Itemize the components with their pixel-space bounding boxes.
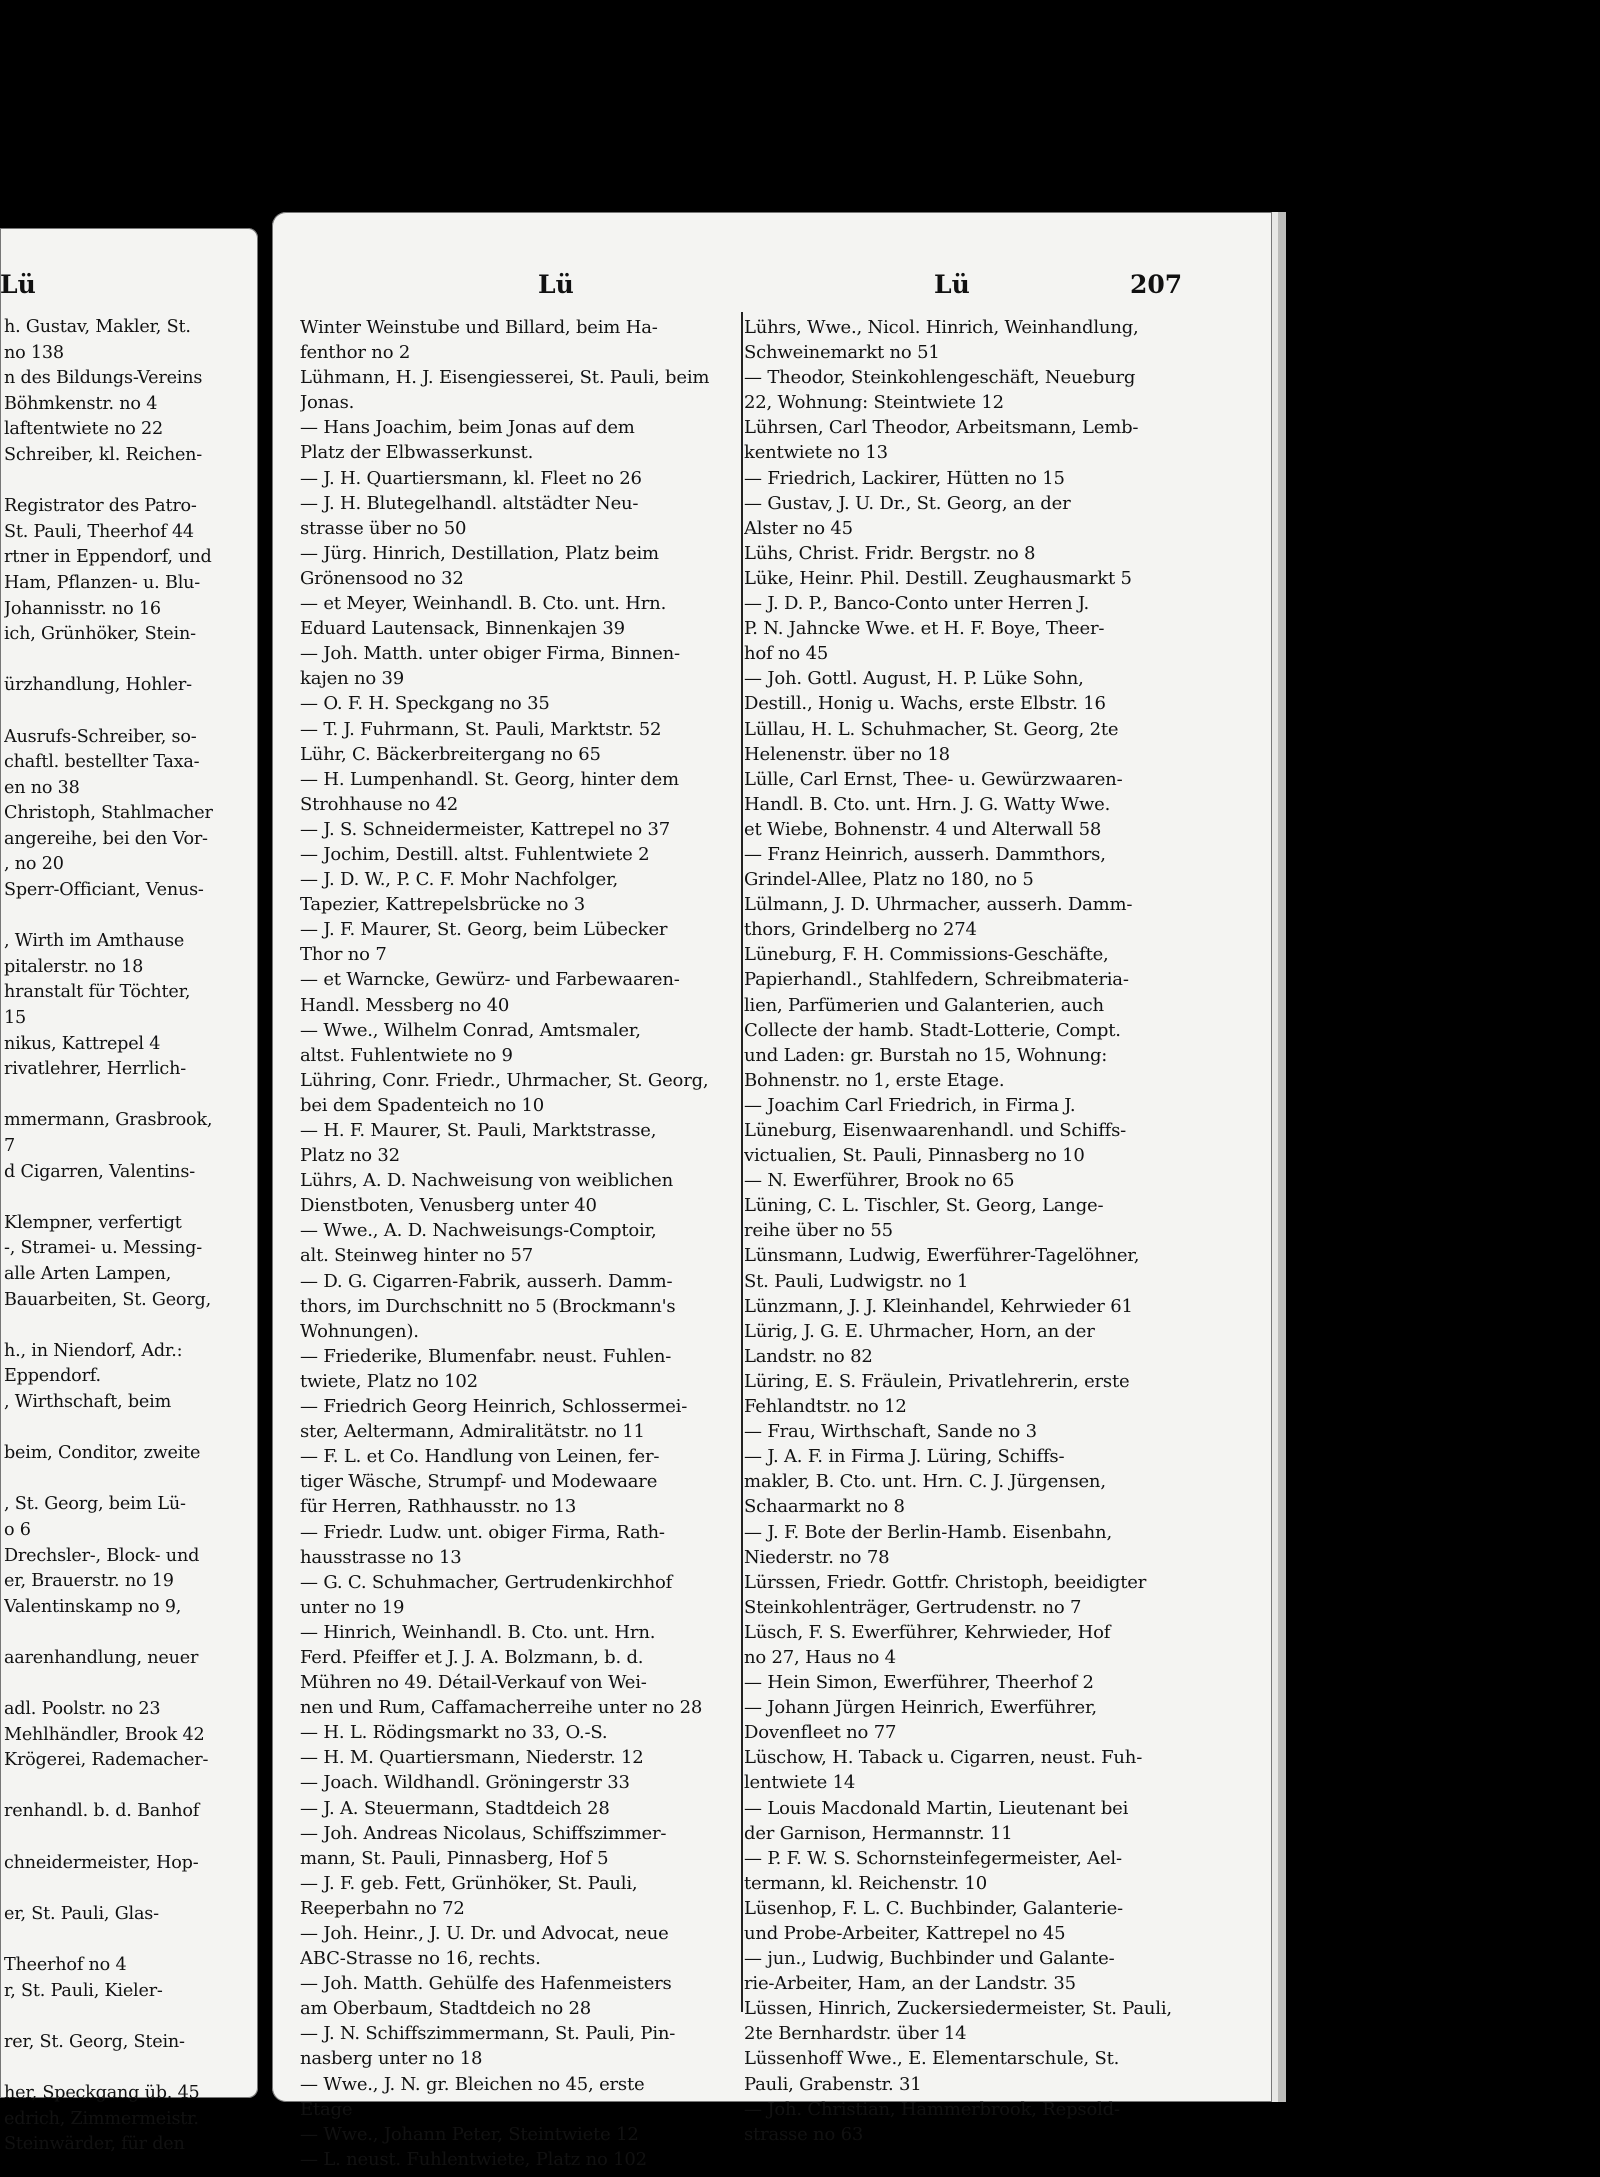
- entry-line: victualien, St. Pauli, Pinnasberg no 10: [744, 1145, 1085, 1167]
- entry-line: Registrator des Patro-: [4, 496, 197, 517]
- entry-line: Lürssen, Friedr. Gottfr. Christoph, beeidigter: [744, 1571, 1147, 1593]
- entry-line: tiger Wäsche, Strumpf- und Modewaare: [300, 1471, 658, 1493]
- entry-line: — J. F. Bote der Berlin-Hamb. Eisenbahn,: [744, 1521, 1112, 1543]
- entry-line: Lührs, Wwe., Nicol. Hinrich, Weinhandlung,: [744, 317, 1139, 338]
- entry-line: Thor no 7: [300, 944, 387, 966]
- entry-line: — F. L. et Co. Handlung von Leinen, fer-: [300, 1446, 660, 1468]
- entry-line: Schreiber, kl. Reichen-: [4, 444, 203, 465]
- book-gutter: [258, 220, 272, 2110]
- entry-line: rivatlehrer, Herrlich-: [4, 1059, 186, 1080]
- entry-line: Lüneburg, F. H. Commissions-Geschäfte,: [744, 944, 1109, 966]
- entry-line: und Probe-Arbeiter, Kattrepel no 45: [744, 1923, 1066, 1944]
- entry-line: Lürig, J. G. E. Uhrmacher, Horn, an der: [744, 1320, 1095, 1342]
- entry-line: — et Warncke, Gewürz- und Farbewaaren-: [300, 969, 680, 991]
- entry-line: Grönensood no 32: [300, 567, 464, 589]
- entry-line: — H. F. Maurer, St. Pauli, Marktstrasse,: [300, 1120, 657, 1141]
- entry-line: nen und Rum, Caffamacherreihe unter no 28: [300, 1697, 703, 1719]
- entry-line: — J. H. Quartiersmann, kl. Fleet no 26: [300, 467, 642, 489]
- entry-line: Lüning, C. L. Tischler, St. Georg, Lange-: [744, 1195, 1104, 1217]
- entry-line: h. Gustav, Makler, St.: [4, 317, 191, 337]
- entry-line: Eduard Lautensack, Binnenkajen 39: [300, 618, 625, 640]
- entry-line: — Jochim, Destill. altst. Fuhlentwiete 2: [300, 843, 650, 865]
- entry-line: hranstalt für Töchter,: [4, 982, 191, 1003]
- entry-line: Lüssen, Hinrich, Zuckersiedermeister, St. Pauli,: [744, 1998, 1172, 2020]
- entry-line: Handl. B. Cto. unt. Hrn. J. G. Watty Wwe.: [744, 793, 1111, 815]
- entry-line: — J. A. Steuermann, Stadtdeich 28: [300, 1797, 610, 1819]
- entry-line: Lülmann, J. D. Uhrmacher, ausserh. Damm-: [744, 894, 1133, 916]
- entry-line: — H. L. Rödingsmarkt no 33, O.-S.: [300, 1722, 608, 1744]
- entry-line: [4, 1313, 254, 1339]
- entry-line: her, Speckgang üb. 45: [4, 2082, 200, 2103]
- entry-line: er, St. Pauli, Glas-: [4, 1903, 159, 1924]
- entry-line: Lünsmann, Ludwig, Ewerführer-Tagelöhner,: [744, 1245, 1140, 1267]
- entry-line: Sperr-Officiant, Venus-: [4, 880, 204, 901]
- entry-line: — Joachim Carl Friedrich, in Firma J.: [744, 1094, 1076, 1116]
- entry-line: [4, 1185, 254, 1211]
- entry-line: Schaarmarkt no 8: [744, 1496, 905, 1518]
- entry-line: [4, 2004, 254, 2030]
- entry-line: strasse über no 50: [300, 517, 467, 539]
- entry-line: Lüschow, H. Taback u. Cigarren, neust. Fuh-: [744, 1747, 1143, 1769]
- entry-line: Platz der Elbwasserkunst.: [300, 442, 534, 464]
- entry-line: — P. F. W. S. Schornsteinfegermeister, Ael-: [744, 1847, 1122, 1869]
- entry-line: Handl. Messberg no 40: [300, 994, 510, 1016]
- entry-line: n des Bildungs-Vereins: [4, 368, 203, 389]
- entry-line: [4, 1825, 254, 1851]
- entry-line: Ferd. Pfeiffer et J. J. A. Bolzmann, b. d.: [300, 1646, 644, 1668]
- entry-line: der Garnison, Hermannstr. 11: [744, 1822, 1013, 1844]
- entry-line: für Herren, Rathhausstr. no 13: [300, 1496, 577, 1518]
- entry-line: — Joh. Gottl. August, H. P. Lüke Sohn,: [744, 668, 1084, 690]
- entry-line: kentwiete no 13: [744, 442, 888, 464]
- entry-line: Lüring, E. S. Fräulein, Privatlehrerin, erste: [744, 1370, 1130, 1392]
- entry-line: 2te Bernhardstr. über 14: [744, 2023, 967, 2045]
- entry-line: [4, 904, 254, 930]
- entry-line: reihe über no 55: [744, 1220, 893, 1242]
- entry-line: Dienstboten, Venusberg unter 40: [300, 1195, 597, 1217]
- entry-line: und Laden: gr. Burstah no 15, Wohnung:: [744, 1044, 1108, 1066]
- page-edge-b: [1278, 212, 1286, 2102]
- entry-line: Destill., Honig u. Wachs, erste Elbstr. 16: [744, 693, 1106, 715]
- entry-line: h., in Niendorf, Adr.:: [4, 1340, 183, 1361]
- entry-line: er, Brauerstr. no 19: [4, 1571, 174, 1592]
- entry-line: 7: [4, 1136, 15, 1156]
- entry-line: makler, B. Cto. unt. Hrn. C. J. Jürgensen,: [744, 1471, 1106, 1493]
- entry-line: Theerhof no 4: [4, 1955, 127, 1975]
- entry-line: r, St. Pauli, Kieler-: [4, 1980, 163, 2001]
- entry-line: Lüssenhoff Wwe., E. Elementarschule, St.: [744, 2048, 1120, 2070]
- entry-line: Fehlandtstr. no 12: [744, 1396, 907, 1418]
- entry-line: — Gustav, J. U. Dr., St. Georg, an der: [744, 492, 1071, 514]
- entry-line: — Jürg. Hinrich, Destillation, Platz beim: [300, 542, 659, 564]
- entry-line: ster, Aeltermann, Admiralitätstr. no 11: [300, 1421, 645, 1443]
- entry-line: adl. Poolstr. no 23: [4, 1699, 161, 1720]
- entry-line: — G. C. Schuhmacher, Gertrudenkirchhof: [300, 1571, 673, 1593]
- entry-line: Lüllau, H. L. Schuhmacher, St. Georg, 2te: [744, 718, 1119, 740]
- entry-line: Bohnenstr. no 1, erste Etage.: [744, 1069, 1005, 1091]
- entry-line: et Wiebe, Bohnenstr. 4 und Alterwall 58: [744, 818, 1102, 840]
- entry-line: altst. Fuhlentwiete no 9: [300, 1044, 513, 1066]
- left-page-running-head: Lü: [0, 270, 36, 299]
- entry-line: — J. S. Schneidermeister, Kattrepel no 37: [300, 818, 670, 840]
- entry-line: Steinkohlenträger, Gertrudenstr. no 7: [744, 1596, 1082, 1618]
- entry-line: Bauarbeiten, St. Georg,: [4, 1289, 211, 1310]
- entry-line: Lüsch, F. S. Ewerführer, Kehrwieder, Hof: [744, 1621, 1111, 1643]
- entry-line: — Joh. Matth. Gehülfe des Hafenmeisters: [300, 1973, 672, 1995]
- column-divider: [741, 312, 743, 2012]
- entry-line: Klempner, verfertigt: [4, 1212, 182, 1233]
- entry-line: Lühs, Christ. Fridr. Bergstr. no 8: [744, 542, 1036, 564]
- entry-line: rtner in Eppendorf, und: [4, 547, 212, 568]
- entry-line: — J. F. geb. Fett, Grünhöker, St. Pauli,: [300, 1872, 638, 1894]
- entry-line: ich, Grünhöker, Stein-: [4, 624, 196, 645]
- entry-line: Eppendorf.: [4, 1366, 101, 1387]
- directory-column-b: [744, 315, 1184, 2147]
- entry-line: — Theodor, Steinkohlengeschäft, Neueburg: [744, 367, 1136, 389]
- entry-line: pitalerstr. no 18: [4, 956, 144, 977]
- entry-line: [4, 1467, 254, 1493]
- entry-line: Strohhause no 42: [300, 793, 458, 815]
- entry-line: — Joh. Matth. unter obiger Firma, Binnen-: [300, 643, 680, 665]
- entry-line: Wohnungen).: [300, 1320, 419, 1342]
- entry-line: thors, Grindelberg no 274: [744, 919, 977, 941]
- entry-line: — Friedrich Georg Heinrich, Schlossermei-: [300, 1396, 688, 1418]
- entry-line: Lülle, Carl Ernst, Thee- u. Gewürzwaaren-: [744, 768, 1123, 790]
- entry-line: am Oberbaum, Stadtdeich no 28: [300, 1998, 592, 2020]
- entry-line: Helenenstr. über no 18: [744, 743, 950, 765]
- entry-line: lentwiete 14: [744, 1772, 856, 1794]
- entry-line: [4, 648, 254, 674]
- entry-line: — Franz Heinrich, ausserh. Dammthors,: [744, 843, 1106, 865]
- entry-line: laftentwiete no 22: [4, 419, 163, 440]
- entry-line: Lüsenhop, F. L. C. Buchbinder, Galanterie-: [744, 1897, 1123, 1919]
- entry-line: — J. F. Maurer, St. Georg, beim Lübecker: [300, 919, 668, 941]
- entry-line: bei dem Spadenteich no 10: [300, 1094, 545, 1116]
- entry-line: Niederstr. no 78: [744, 1546, 890, 1568]
- entry-line: — Louis Macdonald Martin, Lieutenant bei: [744, 1797, 1129, 1819]
- entry-line: strasse no 63: [744, 2123, 864, 2145]
- entry-line: Mehlhändler, Brook 42: [4, 1724, 205, 1745]
- entry-line: [4, 1671, 254, 1697]
- entry-line: renhandl. b. d. Banhof: [4, 1801, 200, 1822]
- entry-line: Lüke, Heinr. Phil. Destill. Zeughausmarkt 5: [744, 567, 1132, 589]
- entry-line: [4, 1620, 254, 1646]
- entry-line: no 138: [4, 342, 64, 363]
- entry-line: Böhmkenstr. no 4: [4, 393, 158, 414]
- entry-line: Reeperbahn no 72: [300, 1897, 465, 1919]
- entry-line: rer, St. Georg, Stein-: [4, 2031, 185, 2052]
- entry-line: [4, 1927, 254, 1953]
- entry-line: — D. G. Cigarren-Fabrik, ausserh. Damm-: [300, 1270, 673, 1292]
- entry-line: — Wwe., A. D. Nachweisungs-Comptoir,: [300, 1220, 657, 1242]
- entry-line: Alster no 45: [744, 517, 853, 539]
- entry-line: chneidermeister, Hop-: [4, 1852, 199, 1873]
- entry-line: hausstrasse no 13: [300, 1546, 462, 1568]
- entry-line: [4, 699, 254, 725]
- entry-line: [4, 1083, 254, 1109]
- entry-line: rie-Arbeiter, Ham, an der Landstr. 35: [744, 1973, 1076, 1995]
- entry-line: Dovenfleet no 77: [744, 1722, 897, 1744]
- entry-line: Collecte der hamb. Stadt-Lotterie, Compt.: [744, 1019, 1121, 1041]
- entry-line: P. N. Jahncke Wwe. et H. F. Boye, Theer-: [744, 618, 1105, 640]
- entry-line: chaftl. bestellter Taxa-: [4, 752, 200, 773]
- entry-line: Ausrufs-Schreiber, so-: [4, 726, 197, 747]
- entry-line: , no 20: [4, 854, 64, 875]
- entry-line: Lünzmann, J. J. Kleinhandel, Kehrwieder 61: [744, 1295, 1133, 1317]
- entry-line: hof no 45: [744, 643, 829, 665]
- entry-line: Pauli, Grabenstr. 31: [744, 2073, 922, 2095]
- entry-line: — J. D. P., Banco-Conto unter Herren J.: [744, 593, 1090, 615]
- entry-line: Lüneburg, Eisenwaarenhandl. und Schiffs-: [744, 1120, 1127, 1141]
- entry-line: Platz no 32: [300, 1145, 400, 1167]
- entry-line: — Joh. Christian, Hammerbrook, Repsold-: [744, 2098, 1120, 2120]
- entry-line: — H. M. Quartiersmann, Niederstr. 12: [300, 1747, 644, 1769]
- entry-line: termann, kl. Reichenstr. 10: [744, 1872, 987, 1894]
- entry-line: — T. J. Fuhrmann, St. Pauli, Marktstr. 52: [300, 718, 662, 740]
- entry-line: [4, 2055, 254, 2081]
- entry-line: d Cigarren, Valentins-: [4, 1161, 195, 1182]
- entry-line: en no 38: [4, 777, 80, 798]
- entry-line: mann, St. Pauli, Pinnasberg, Hof 5: [300, 1847, 609, 1869]
- entry-line: angereihe, bei den Vor-: [4, 828, 208, 849]
- entry-line: kajen no 39: [300, 668, 405, 690]
- entry-line: nasberg unter no 18: [300, 2048, 483, 2070]
- entry-line: [4, 1774, 254, 1800]
- entry-line: Drechsler-, Block- und: [4, 1545, 200, 1566]
- entry-line: Valentinskamp no 9,: [4, 1596, 182, 1617]
- entry-line: St. Pauli, Theerhof 44: [4, 521, 194, 542]
- entry-line: — L. neust. Fuhlentwiete, Platz no 102: [300, 2148, 647, 2170]
- entry-line: Steinwärder, für den: [4, 2134, 185, 2155]
- entry-line: Grindel-Allee, Platz no 180, no 5: [744, 869, 1034, 891]
- entry-line: Krögerei, Rademacher-: [4, 1750, 209, 1771]
- entry-line: twiete, Platz no 102: [300, 1370, 478, 1392]
- entry-line: — Joh. Andreas Nicolaus, Schiffszimmer-: [300, 1822, 667, 1844]
- entry-line: [4, 469, 254, 495]
- entry-line: Mühren no 49. Détail-Verkauf von Wei-: [300, 1672, 647, 1694]
- entry-line: , Wirthschaft, beim: [4, 1391, 172, 1412]
- entry-line: — Hein Simon, Ewerführer, Theerhof 2: [744, 1672, 1094, 1694]
- entry-line: Lühmann, H. J. Eisengiesserei, St. Pauli, beim: [300, 367, 710, 389]
- entry-line: -, Stramei- u. Messing-: [4, 1238, 202, 1259]
- entry-line: — O. F. H. Speckgang no 35: [300, 693, 550, 715]
- entry-line: Etage: [300, 2098, 353, 2120]
- entry-line: — Wwe., J. N. gr. Bleichen no 45, erste: [300, 2073, 645, 2095]
- entry-line: , Wirth im Amthause: [4, 931, 185, 952]
- entry-line: — J. N. Schiffszimmermann, St. Pauli, Pin-: [300, 2023, 676, 2045]
- entry-line: , St. Georg, beim Lü-: [4, 1494, 186, 1515]
- entry-line: beim, Conditor, zweite: [4, 1443, 201, 1464]
- entry-line: — J. A. F. in Firma J. Lüring, Schiffs-: [744, 1446, 1065, 1468]
- entry-line: Lühring, Conr. Friedr., Uhrmacher, St. Georg,: [300, 1069, 709, 1091]
- entry-line: Landstr. no 82: [744, 1345, 873, 1367]
- entry-line: — Frau, Wirthschaft, Sande no 3: [744, 1421, 1037, 1443]
- entry-line: [4, 1416, 254, 1442]
- entry-line: ABC-Strasse no 16, rechts.: [300, 1948, 541, 1970]
- entry-line: — Friederike, Blumenfabr. neust. Fuhlen-: [300, 1345, 672, 1367]
- entry-line: Lühr, C. Bäckerbreitergang no 65: [300, 743, 601, 765]
- entry-line: — Wwe., Johann Peter, Steintwiete 12: [300, 2123, 639, 2145]
- entry-line: Papierhandl., Stahlfedern, Schreibmateria-: [744, 969, 1129, 991]
- entry-line: unter no 19: [300, 1596, 405, 1618]
- entry-line: Lührs, A. D. Nachweisung von weiblichen: [300, 1170, 674, 1192]
- left-page-column: [4, 315, 254, 2158]
- entry-line: no 27, Haus no 4: [744, 1646, 896, 1668]
- entry-line: thors, im Durchschnitt no 5 (Brockmann's: [300, 1295, 676, 1317]
- entry-line: edrich, Zimmermeistr.: [4, 2108, 199, 2129]
- entry-line: o 6: [4, 1519, 31, 1540]
- entry-line: — jun., Ludwig, Buchbinder und Galante-: [744, 1948, 1115, 1970]
- entry-line: Lührsen, Carl Theodor, Arbeitsmann, Lemb-: [744, 417, 1139, 439]
- entry-line: — Friedrich, Lackirer, Hütten no 15: [744, 467, 1065, 489]
- entry-line: — Joach. Wildhandl. Gröningerstr 33: [300, 1772, 630, 1794]
- entry-line: lien, Parfümerien und Galanterien, auch: [744, 994, 1104, 1016]
- entry-line: 22, Wohnung: Steintwiete 12: [744, 392, 1004, 414]
- running-head-center: Lü: [538, 270, 574, 299]
- entry-line: alle Arten Lampen,: [4, 1263, 172, 1284]
- entry-line: Ham, Pflanzen- u. Blu-: [4, 572, 200, 593]
- entry-line: — et Meyer, Weinhandl. B. Cto. unt. Hrn.: [300, 593, 667, 615]
- entry-line: Johannisstr. no 16: [4, 598, 161, 619]
- entry-line: — Hans Joachim, beim Jonas auf dem: [300, 417, 635, 439]
- entry-line: — Joh. Heinr., J. U. Dr. und Advocat, neue: [300, 1923, 669, 1944]
- entry-line: Schweinemarkt no 51: [744, 342, 940, 364]
- entry-line: Christoph, Stahlmacher: [4, 803, 213, 824]
- running-head-right: Lü: [934, 270, 970, 299]
- page-number: 207: [1130, 270, 1183, 299]
- entry-line: — Johann Jürgen Heinrich, Ewerführer,: [744, 1697, 1097, 1719]
- entry-line: Winter Weinstube und Billard, beim Ha-: [300, 317, 658, 338]
- entry-line: nikus, Kattrepel 4: [4, 1033, 161, 1054]
- entry-line: — N. Ewerführer, Brook no 65: [744, 1170, 1015, 1192]
- entry-line: [4, 1876, 254, 1902]
- entry-line: mmermann, Grasbrook,: [4, 1110, 213, 1131]
- entry-line: Jonas.: [300, 392, 355, 414]
- entry-line: St. Pauli, Ludwigstr. no 1: [744, 1270, 969, 1292]
- entry-line: Tapezier, Kattrepelsbrücke no 3: [300, 894, 586, 916]
- entry-line: 15: [4, 1008, 26, 1029]
- entry-line: — Wwe., Wilhelm Conrad, Amtsmaler,: [300, 1019, 641, 1041]
- entry-line: aarenhandlung, neuer: [4, 1647, 199, 1668]
- entry-line: — J. H. Blutegelhandl. altstädter Neu-: [300, 492, 639, 514]
- entry-line: fenthor no 2: [300, 342, 411, 364]
- entry-line: — Hinrich, Weinhandl. B. Cto. unt. Hrn.: [300, 1621, 656, 1643]
- entry-line: — Friedr. Ludw. unt. obiger Firma, Rath-: [300, 1521, 665, 1543]
- entry-line: — H. Lumpenhandl. St. Georg, hinter dem: [300, 768, 679, 790]
- entry-line: alt. Steinweg hinter no 57: [300, 1245, 534, 1267]
- entry-line: ürzhandlung, Hohler-: [4, 675, 192, 696]
- directory-column-a: [300, 315, 738, 2172]
- entry-line: — J. D. W., P. C. F. Mohr Nachfolger,: [300, 869, 619, 891]
